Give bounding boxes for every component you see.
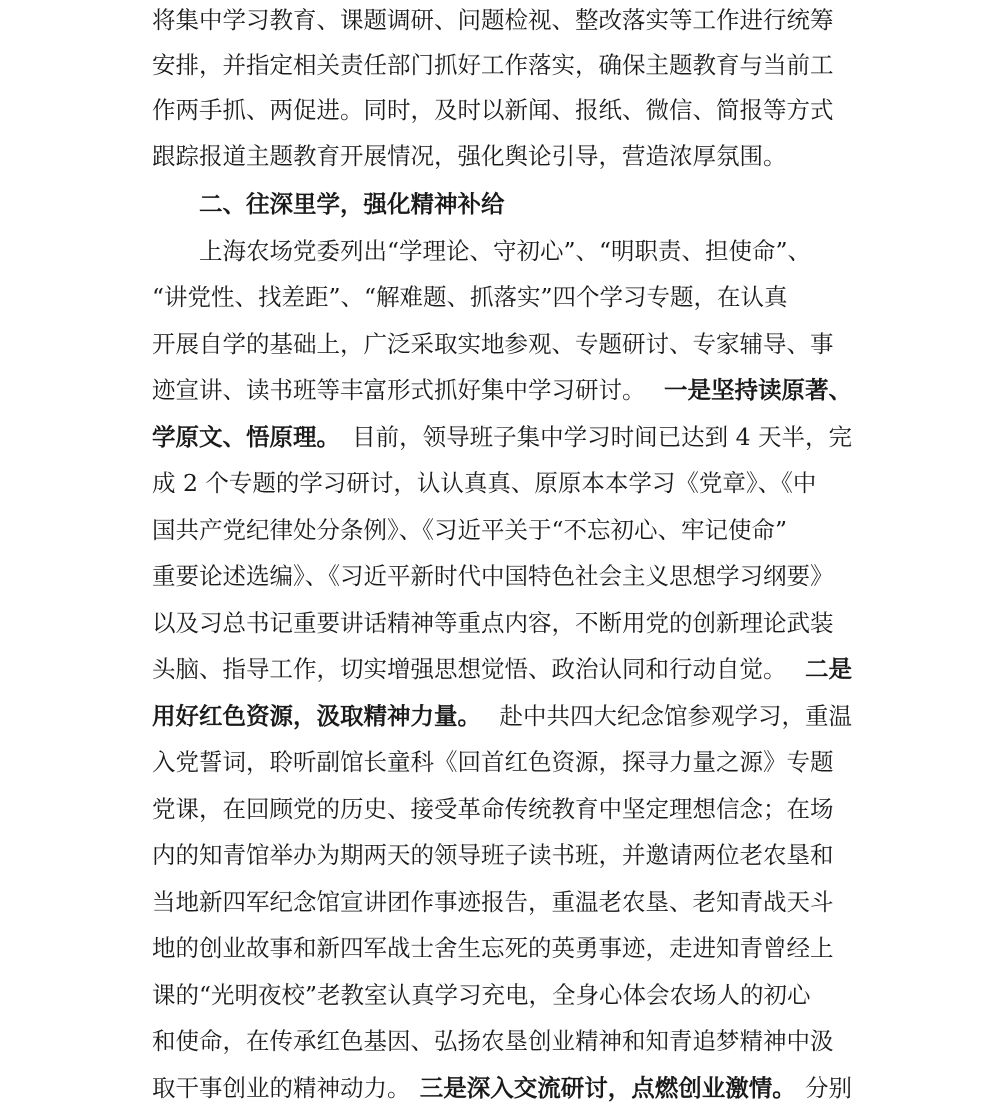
text-line [152,835,852,875]
text-line [152,603,852,643]
section-heading [152,184,852,224]
text-segment: 地的创业故事和新四军战士舍生忘死的英勇事迹，走进知青曾经上 [152,934,834,962]
text-line [152,882,852,922]
text-segment: 党课，在回顾党的历史、接受革命传统教育中坚定理想信念；在场 [152,795,834,823]
emphasis-text: 用好红色资源，汲取精神力量。 [152,702,481,730]
text-line [152,45,852,85]
text-line [152,789,852,829]
text-segment: “讲党性、找差距”、“解难题、抓落实”四个学习专题，在认真 [152,283,788,311]
text-line [152,324,852,364]
text-segment: 入党誓词，聆听副馆长童科《回首红色资源，探寻力量之源》专题 [152,748,834,776]
emphasis-text: 一是坚持读原著、 [664,376,852,404]
text-line [152,136,852,176]
text-line [152,556,852,596]
text-segment: 跟踪报道主题教育开展情况，强化舆论引导，营造浓厚氛围。 [152,142,787,170]
text-line [152,1068,852,1108]
text-line [152,928,852,968]
emphasis-text: 三是深入交流研讨，点燃创业激情。 [419,1074,796,1102]
text-segment: 课的“光明夜校”老教室认真学习充电，全身心体会农场人的初心 [152,981,811,1009]
text-segment: 将集中学习教育、课题调研、问题检视、整改落实等工作进行统筹 [152,6,834,34]
text-line [152,975,852,1015]
text-segment: 开展自学的基础上，广泛采取实地参观、专题研讨、专家辅导、事 [152,330,834,358]
text-segment: 内的知青馆举办为期两天的领导班子读书班，并邀请两位老农垦和 [152,841,834,869]
text-line [152,370,852,410]
text-segment: 以及习总书记重要讲话精神等重点内容，不断用党的创新理论武装 [152,609,834,637]
text-segment: 成 2 个专题的学习研讨，认认真真、原原本本学习《党章》、《中 [152,469,817,497]
text-line [152,463,852,503]
text-segment: 目前，领导班子集中学习时间已达到 4 天半，完 [352,423,852,451]
text-line [152,231,852,271]
text-segment: 头脑、指导工作，切实增强思想觉悟、政治认同和行动自觉。 [152,655,787,683]
text-segment: 安排，并指定相关责任部门抓好工作落实，确保主题教育与当前工 [152,51,834,79]
text-segment: 作两手抓、两促进。同时，及时以新闻、报纸、微信、简报等方式 [152,96,834,124]
emphasis-text: 二是 [805,655,852,683]
text-segment: 迹宣讲、读书班等丰富形式抓好集中学习研讨。 [152,376,646,404]
text-line [152,277,852,317]
text-line [152,1021,852,1061]
text-line [152,696,852,736]
text-segment: 重要论述选编》、《习近平新时代中国特色社会主义思想学习纲要》 [152,562,834,590]
text-segment: 分别 [805,1074,852,1102]
text-line [152,742,852,782]
text-segment: 取干事创业的精神动力。 [152,1074,411,1102]
text-segment: 当地新四军纪念馆宣讲团作事迹报告，重温老农垦、老知青战天斗 [152,888,834,916]
text-line [152,510,852,550]
text-segment: 赴中共四大纪念馆参观学习，重温 [499,702,852,730]
heading-text: 二、往深里学，强化精神补给 [199,190,505,218]
text-line [152,0,852,40]
text-segment: 上海农场党委列出“学理论、守初心”、“明职责、担使命”、 [199,237,812,265]
text-segment: 国共产党纪律处分条例》、《习近平关于“不忘初心、牢记使命” [152,516,788,544]
text-segment: 和使命，在传承红色基因、弘扬农垦创业精神和知青追梦精神中汲 [152,1027,834,1055]
emphasis-text: 学原文、悟原理。 [152,423,340,451]
text-line [152,417,852,457]
text-line [152,649,852,689]
text-line [152,90,852,130]
